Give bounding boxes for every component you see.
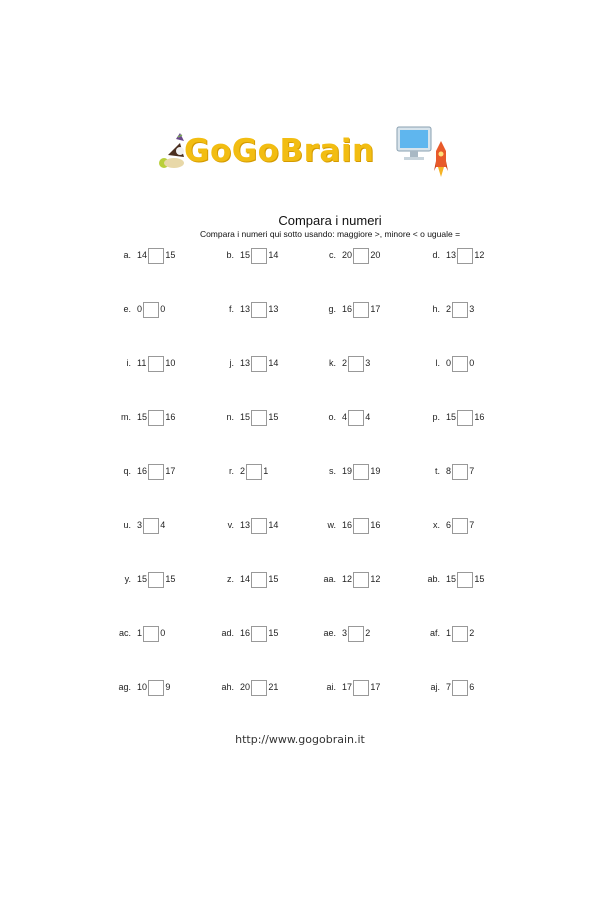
left-number: 14 <box>240 574 251 584</box>
exercise-label: b. <box>226 250 234 260</box>
footer-url[interactable]: http://www.gogobrain.it <box>235 733 365 746</box>
exercise-label: z. <box>226 574 234 584</box>
exercise-label: p. <box>432 412 440 422</box>
right-number: 14 <box>268 250 279 260</box>
left-number: 0 <box>137 304 143 314</box>
left-number: 20 <box>342 250 353 260</box>
exercise-label: e. <box>123 304 131 314</box>
answer-box[interactable] <box>348 410 364 426</box>
right-number: 3 <box>469 304 475 314</box>
left-number: 20 <box>240 682 251 692</box>
answer-box[interactable] <box>353 680 369 696</box>
answer-box[interactable] <box>251 248 267 264</box>
left-number: 15 <box>446 574 457 584</box>
right-number: 12 <box>370 574 381 584</box>
exercise-label: aa. <box>323 574 336 584</box>
left-number: 15 <box>137 412 148 422</box>
left-number: 2 <box>342 358 348 368</box>
exercise-label: s. <box>328 466 336 476</box>
answer-box[interactable] <box>143 518 159 534</box>
answer-box[interactable] <box>143 626 159 642</box>
answer-box[interactable] <box>353 518 369 534</box>
right-number: 2 <box>365 628 371 638</box>
left-number: 19 <box>342 466 353 476</box>
exercise-label: ai. <box>326 682 336 692</box>
exercise-label: w. <box>327 520 336 530</box>
right-number: 0 <box>469 358 475 368</box>
right-number: 10 <box>165 358 176 368</box>
answer-box[interactable] <box>251 302 267 318</box>
answer-box[interactable] <box>348 356 364 372</box>
answer-box[interactable] <box>251 518 267 534</box>
right-number: 12 <box>474 250 485 260</box>
right-number: 3 <box>365 358 371 368</box>
right-number: 13 <box>268 304 279 314</box>
exercise-label: v. <box>227 520 234 530</box>
answer-box[interactable] <box>353 572 369 588</box>
left-number: 4 <box>342 412 348 422</box>
answer-box[interactable] <box>457 248 473 264</box>
answer-box[interactable] <box>457 410 473 426</box>
right-number: 19 <box>370 466 381 476</box>
right-number: 14 <box>268 520 279 530</box>
computer-monitor-icon <box>394 125 434 165</box>
answer-box[interactable] <box>353 248 369 264</box>
answer-box[interactable] <box>457 572 473 588</box>
exercise-label: ad. <box>221 628 234 638</box>
exercise-label: ag. <box>118 682 131 692</box>
exercise-label: f. <box>228 304 234 314</box>
right-number: 7 <box>469 466 475 476</box>
exercise-label: u. <box>123 520 131 530</box>
exercise-label: ah. <box>221 682 234 692</box>
left-number: 16 <box>342 304 353 314</box>
answer-box[interactable] <box>353 302 369 318</box>
answer-box[interactable] <box>148 680 164 696</box>
answer-box[interactable] <box>148 356 164 372</box>
right-number: 15 <box>268 574 279 584</box>
left-number: 15 <box>137 574 148 584</box>
right-number: 17 <box>370 682 381 692</box>
left-number: 17 <box>342 682 353 692</box>
left-number: 16 <box>342 520 353 530</box>
right-number: 0 <box>160 628 166 638</box>
exercise-label: n. <box>226 412 234 422</box>
left-number: 12 <box>342 574 353 584</box>
answer-box[interactable] <box>246 464 262 480</box>
right-number: 2 <box>469 628 475 638</box>
left-number: 1 <box>137 628 143 638</box>
right-number: 17 <box>370 304 381 314</box>
answer-box[interactable] <box>148 572 164 588</box>
left-number: 13 <box>240 304 251 314</box>
answer-box[interactable] <box>452 464 468 480</box>
left-number: 2 <box>240 466 246 476</box>
answer-box[interactable] <box>148 248 164 264</box>
right-number: 16 <box>370 520 381 530</box>
worksheet-instructions: Compara i numeri qui sotto usando: maggiore >, minore < o uguale = <box>199 229 461 239</box>
answer-box[interactable] <box>251 626 267 642</box>
answer-box[interactable] <box>452 680 468 696</box>
right-number: 4 <box>160 520 166 530</box>
left-number: 7 <box>446 682 452 692</box>
answer-box[interactable] <box>251 572 267 588</box>
answer-box[interactable] <box>348 626 364 642</box>
left-number: 0 <box>446 358 452 368</box>
exercise-label: ac. <box>118 628 131 638</box>
answer-box[interactable] <box>251 680 267 696</box>
exercise-label: y. <box>124 574 131 584</box>
exercise-label: ae. <box>323 628 336 638</box>
left-number: 6 <box>446 520 452 530</box>
exercise-label: r. <box>228 466 234 476</box>
left-number: 8 <box>446 466 452 476</box>
exercise-label: ab. <box>427 574 440 584</box>
exercise-label: j. <box>229 358 234 368</box>
exercise-label: i. <box>126 358 131 368</box>
right-number: 15 <box>268 412 279 422</box>
exercise-label: x. <box>432 520 440 530</box>
left-number: 16 <box>137 466 148 476</box>
rocket-icon <box>434 141 448 177</box>
exercise-label: c. <box>328 250 336 260</box>
left-number: 13 <box>240 520 251 530</box>
answer-box[interactable] <box>148 410 164 426</box>
exercise-label: m. <box>121 412 131 422</box>
exercise-label: g. <box>328 304 336 314</box>
left-number: 3 <box>342 628 348 638</box>
right-number: 20 <box>370 250 381 260</box>
right-number: 15 <box>165 250 176 260</box>
right-number: 4 <box>365 412 371 422</box>
right-number: 6 <box>469 682 475 692</box>
left-number: 2 <box>446 304 452 314</box>
answer-box[interactable] <box>251 356 267 372</box>
answer-box[interactable] <box>143 302 159 318</box>
exercise-label: t. <box>434 466 440 476</box>
right-number: 17 <box>165 466 176 476</box>
left-number: 10 <box>137 682 148 692</box>
left-number: 3 <box>137 520 143 530</box>
answer-box[interactable] <box>251 410 267 426</box>
left-number: 13 <box>446 250 457 260</box>
exercise-label: h. <box>432 304 440 314</box>
answer-box[interactable] <box>353 464 369 480</box>
worksheet-title: Compara i numeri <box>278 213 382 228</box>
answer-box[interactable] <box>452 356 468 372</box>
right-number: 15 <box>268 628 279 638</box>
right-number: 16 <box>165 412 176 422</box>
logo-wordmark: GoGoBrain <box>184 133 375 169</box>
left-number: 11 <box>137 358 147 368</box>
exercise-label: d. <box>432 250 440 260</box>
right-number: 1 <box>263 466 269 476</box>
left-number: 13 <box>240 358 251 368</box>
exercise-label: q. <box>123 466 131 476</box>
right-number: 16 <box>474 412 485 422</box>
right-number: 9 <box>165 682 171 692</box>
answer-box[interactable] <box>452 302 468 318</box>
answer-box[interactable] <box>148 464 164 480</box>
right-number: 14 <box>268 358 279 368</box>
answer-box[interactable] <box>452 518 468 534</box>
right-number: 0 <box>160 304 166 314</box>
left-number: 16 <box>240 628 251 638</box>
exercise-label: l. <box>435 358 440 368</box>
right-number: 7 <box>469 520 475 530</box>
answer-box[interactable] <box>452 626 468 642</box>
right-number: 15 <box>474 574 485 584</box>
right-number: 21 <box>268 682 279 692</box>
exercise-label: o. <box>328 412 336 422</box>
left-number: 15 <box>240 250 251 260</box>
exercise-label: a. <box>123 250 131 260</box>
left-number: 1 <box>446 628 452 638</box>
exercise-label: k. <box>328 358 336 368</box>
right-number: 15 <box>165 574 176 584</box>
exercise-label: aj. <box>430 682 440 692</box>
gogobrain-logo <box>158 125 448 177</box>
left-number: 15 <box>240 412 251 422</box>
left-number: 15 <box>446 412 457 422</box>
exercise-label: af. <box>429 628 440 638</box>
left-number: 14 <box>137 250 148 260</box>
